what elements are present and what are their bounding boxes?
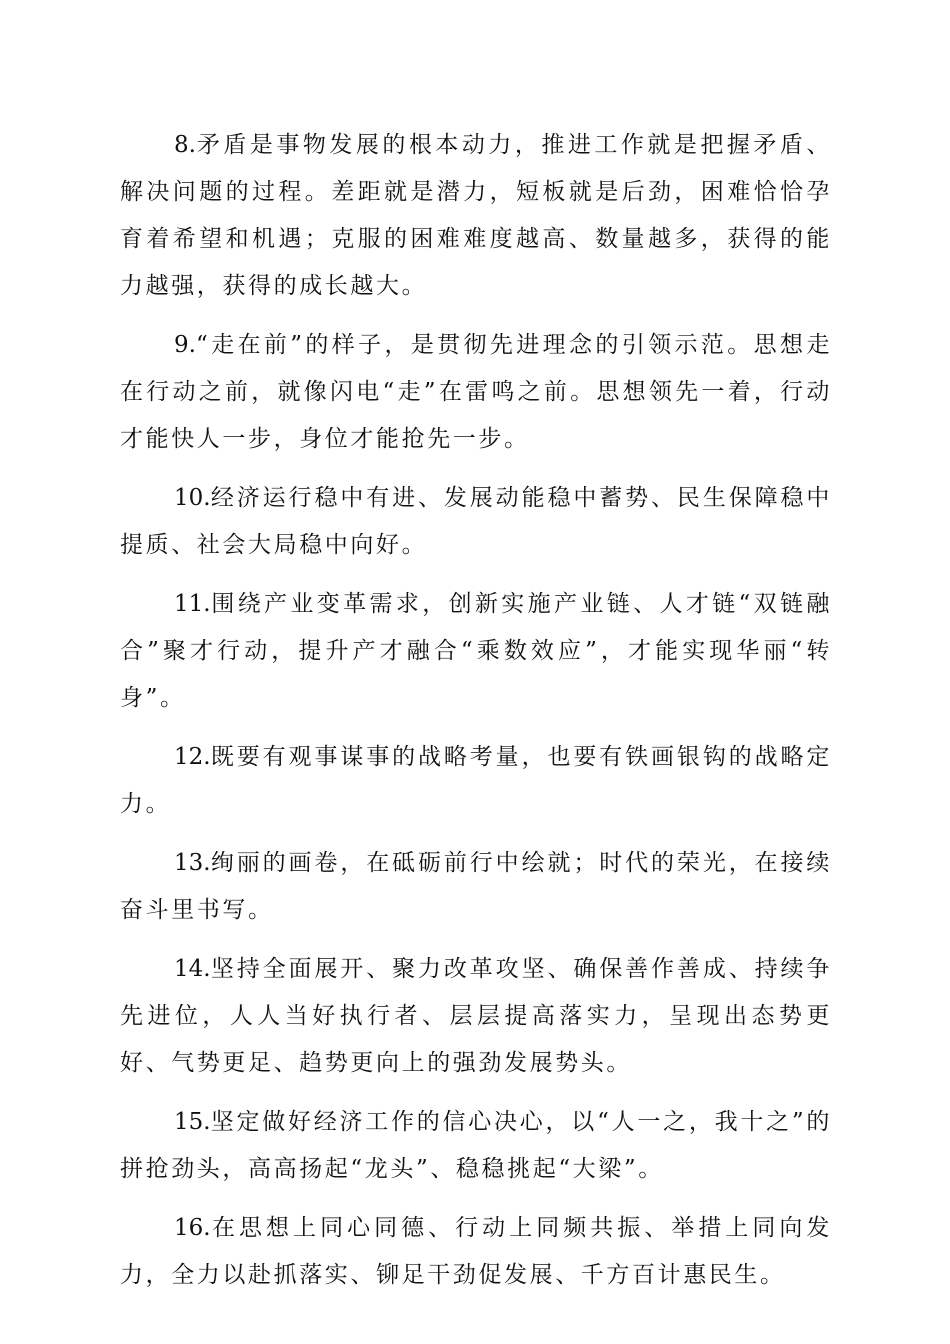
- paragraph-text: 坚定做好经济工作的信心决心，以“人一之，我十之”的拼抢劲头，高高扬起“龙头”、稳稳挑起“大梁”。: [120, 1109, 832, 1182]
- paragraph-number: 16.: [174, 1215, 211, 1241]
- paragraph-number: 14.: [174, 956, 211, 982]
- paragraph-text: 坚持全面展开、聚力改革攻坚、确保善作善成、持续争先进位，人人当好执行者、层层提高落实力，呈现出态势更好、气势更足、趋势更向上的强劲发展势头。: [120, 956, 832, 1076]
- paragraph-text: 经济运行稳中有进、发展动能稳中蓄势、民生保障稳中提质、社会大局稳中向好。: [120, 485, 832, 558]
- paragraph-14: [120, 946, 832, 1087]
- paragraph-text: “走在前”的样子，是贯彻先进理念的引领示范。思想走在行动之前，就像闪电“走”在雷鸣之前。思想领先一着，行动才能快人一步，身位才能抢先一步。: [120, 332, 832, 452]
- paragraph-text: 绚丽的画卷，在砥砺前行中绘就；时代的荣光，在接续奋斗里书写。: [120, 850, 832, 923]
- paragraph-number: 11.: [174, 591, 211, 617]
- paragraph-10: [120, 475, 832, 569]
- paragraph-text: 围绕产业变革需求，创新实施产业链、人才链“双链融合”聚才行动，提升产才融合“乘数效应”，才能实现华丽“转身”。: [120, 591, 832, 711]
- paragraph-number: 12.: [174, 744, 211, 770]
- paragraph-9: [120, 322, 832, 463]
- paragraph-number: 10.: [174, 485, 211, 511]
- document-body: [120, 122, 832, 1311]
- paragraph-number: 13.: [174, 850, 211, 876]
- paragraph-text: 在思想上同心同德、行动上同频共振、举措上同向发力，全力以赴抓落实、铆足干劲促发展、千方百计惠民生。: [120, 1215, 832, 1288]
- paragraph-16: [120, 1205, 832, 1299]
- paragraph-number: 8.: [174, 132, 196, 158]
- paragraph-text: 矛盾是事物发展的根本动力，推进工作就是把握矛盾、解决问题的过程。差距就是潜力，短板就是后劲，困难恰恰孕育着希望和机遇；克服的困难难度越高、数量越多，获得的能力越强，获得的成长越大。: [120, 132, 832, 299]
- paragraph-8: [120, 122, 832, 310]
- paragraph-text: 既要有观事谋事的战略考量，也要有铁画银钩的战略定力。: [120, 744, 832, 817]
- paragraph-11: [120, 581, 832, 722]
- paragraph-12: [120, 734, 832, 828]
- paragraph-number: 15.: [174, 1109, 211, 1135]
- paragraph-number: 9.: [174, 332, 196, 358]
- paragraph-15: [120, 1099, 832, 1193]
- paragraph-13: [120, 840, 832, 934]
